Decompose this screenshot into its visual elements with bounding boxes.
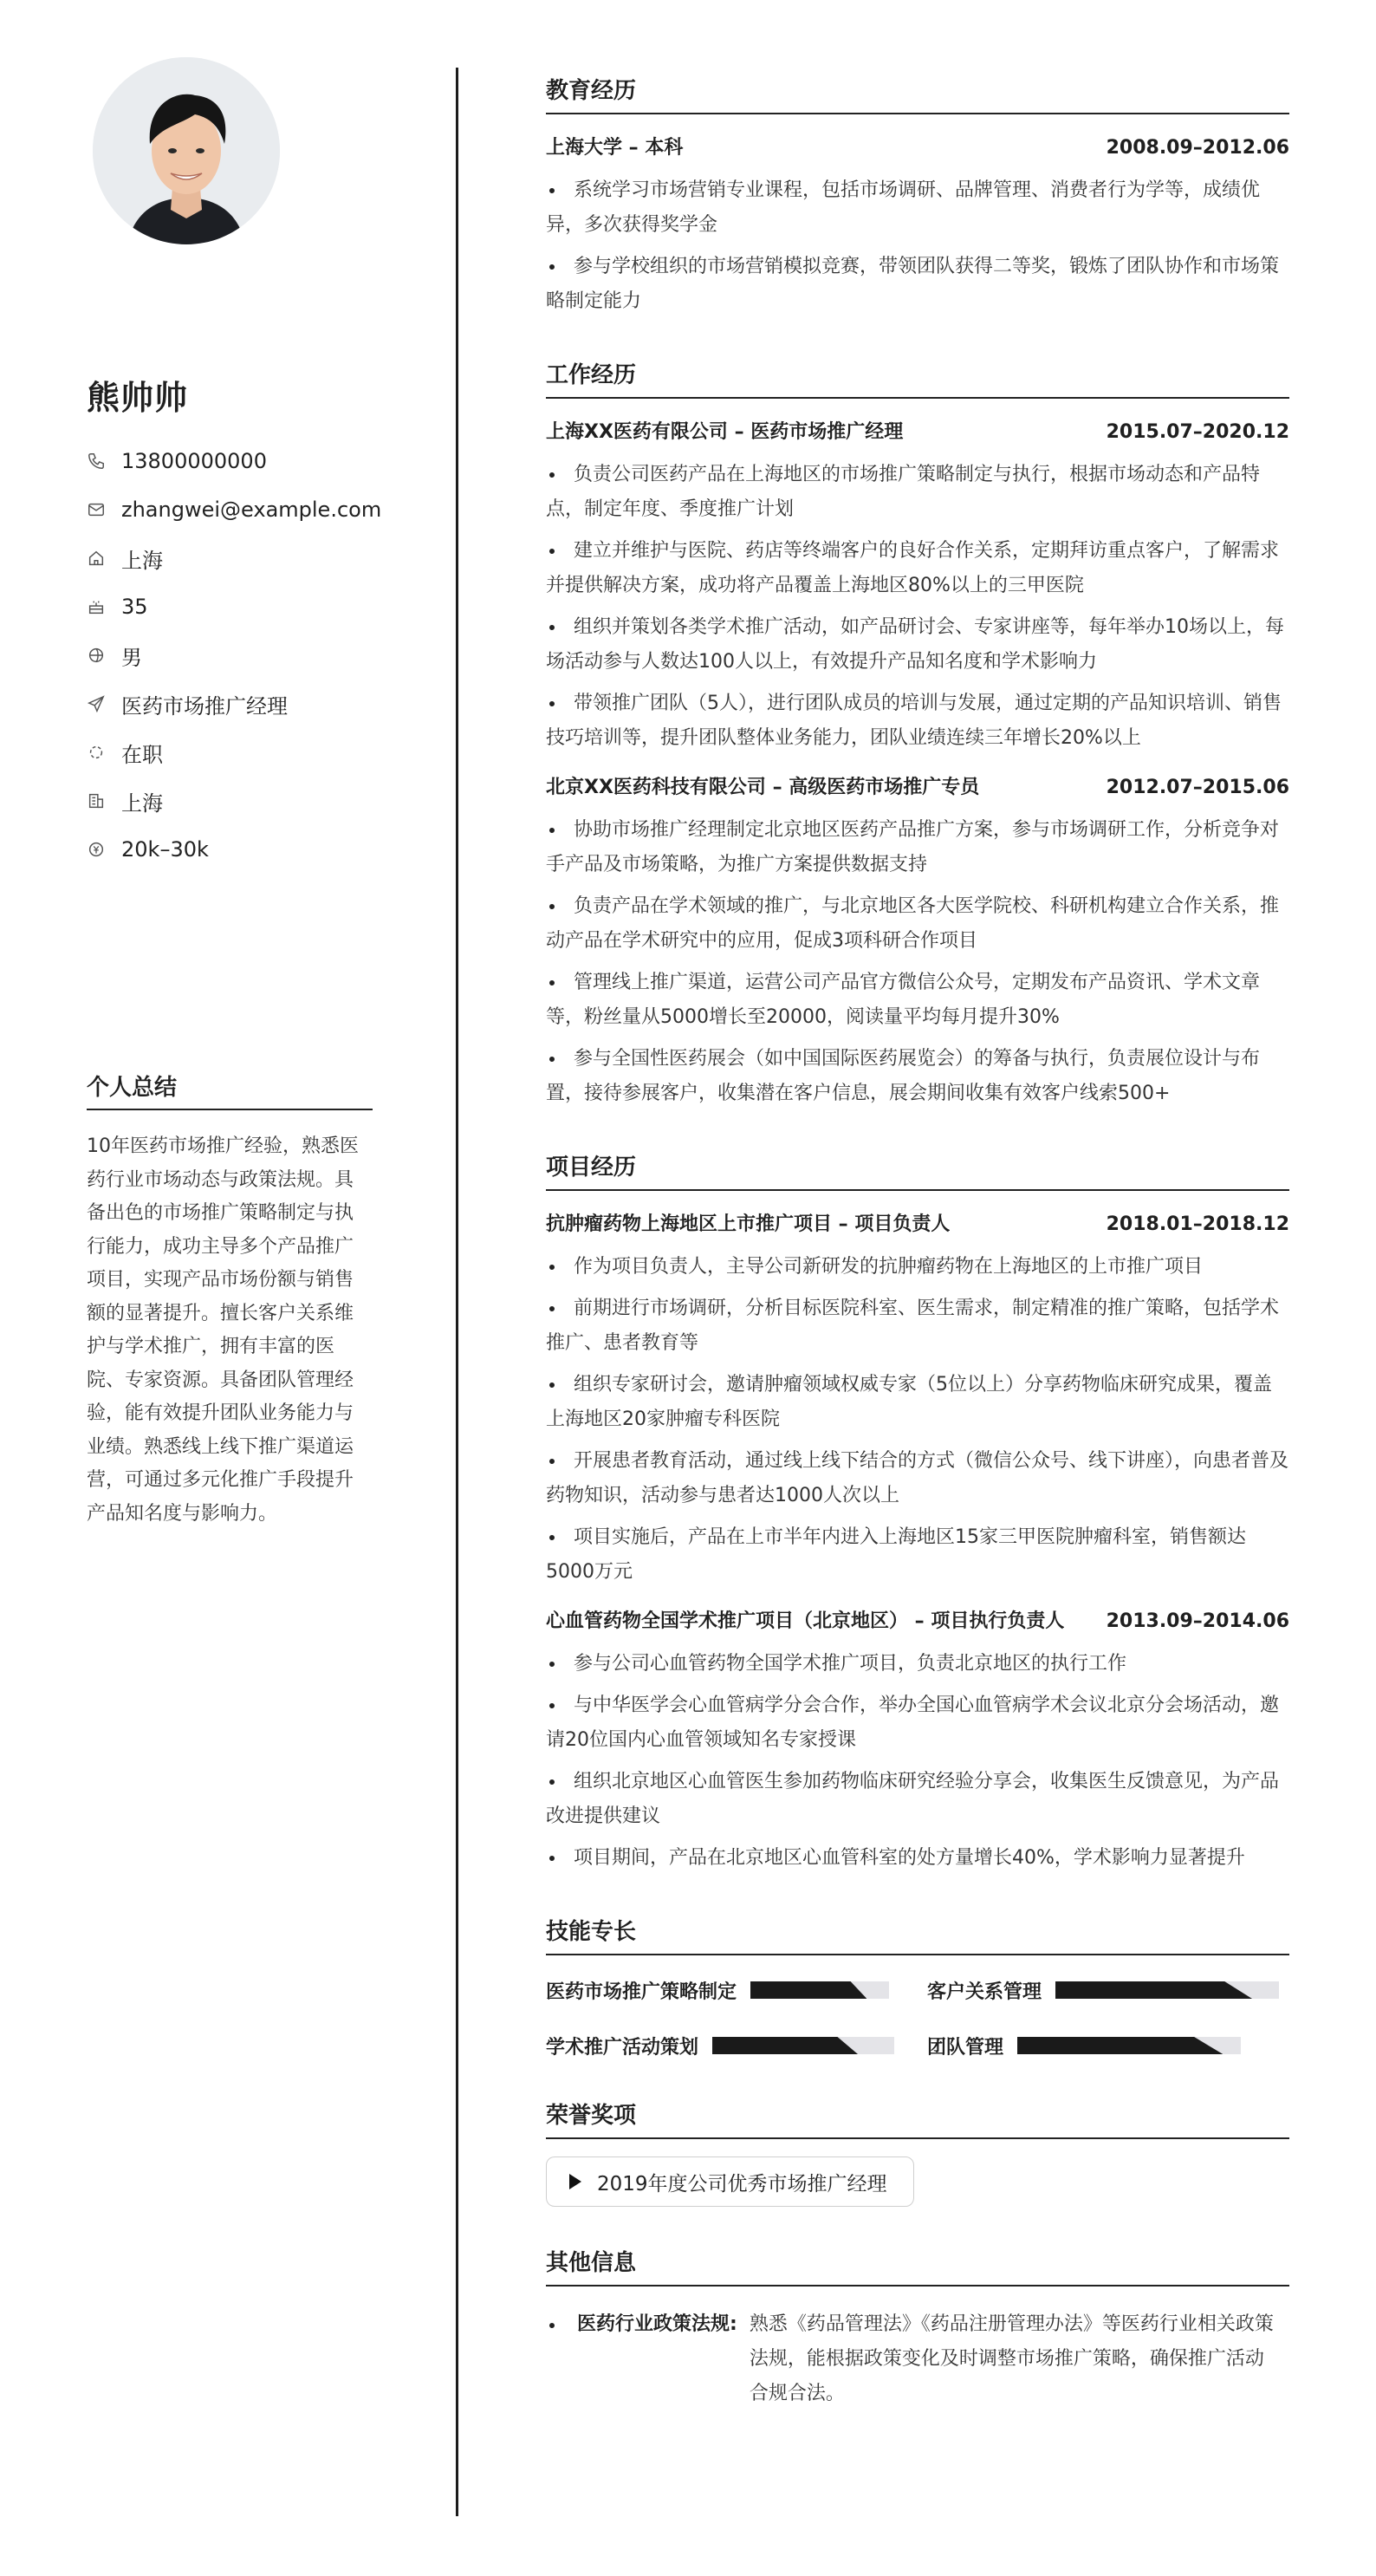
entry-date: 2013.09–2014.06 [1106,1610,1289,1632]
list-item: 开展患者教育活动，通过线上线下结合的方式（微信公众号、线下讲座），向患者普及药物知识，活动参与患者达1000人次以上 [546,1444,1289,1513]
info-salary [87,825,381,874]
skill-name: 学术推广活动策划 [546,2036,699,2059]
phone-icon [87,452,106,471]
education-title: 教育经历 [546,73,1289,114]
skill-item [927,2028,1289,2063]
skill-bar-fill [1017,2037,1223,2054]
award-text: 2019年度公司优秀市场推广经理 [597,2172,887,2195]
info-phone [87,437,381,485]
entry-title: 上海大学 – 本科 [546,137,684,159]
entry-title: 北京XX医药科技有限公司 – 高级医药市场推广专员 [546,777,980,798]
entry-date: 2008.09–2012.06 [1106,137,1289,159]
other-value: 熟悉《药品管理法》《药品注册管理办法》等医药行业相关政策法规，能根据政策变化及时调整市场推广策略，确保推广活动合规合法。 [749,2313,1274,2404]
skill-bar [750,1981,889,1999]
list-item: 与中华医学会心血管病学分会合作，举办全国心血管病学术会议北京分会场活动，邀请20位国内心血管领域知名专家授课 [546,1688,1289,1758]
info-position [87,680,381,728]
gender-icon [87,646,106,665]
work-entry-head [546,416,1289,449]
gender-text: 男 [121,645,142,670]
work-entry-head [546,771,1289,804]
list-item: 项目实施后，产品在上市半年内进入上海地区15家三甲医院肿瘤科室，销售额达5000万元 [546,1520,1289,1590]
other-item [546,2307,1289,2411]
education-section [546,73,1289,319]
mail-icon [87,500,106,519]
skills-grid [546,1973,1289,2063]
projects-title: 项目经历 [546,1149,1289,1191]
play-triangle-icon [568,2173,583,2190]
list-item: 带领推广团队（5人），进行团队成员的培训与发展，通过定期的产品知识培训、销售技巧培训等，提升团队整体业务能力，团队业绩连续三年增长20%以上 [546,686,1289,756]
list-item: 参与全国性医药展会（如中国国际医药展览会）的筹备与执行，负责展位设计与布置，接待参展客户，收集潜在客户信息，展会期间收集有效客户线索500+ [546,1042,1289,1111]
project-entry-head [546,1208,1289,1241]
info-email [87,485,381,534]
list-item: 组织专家研讨会，邀请肿瘤领域权威专家（5位以上）分享药物临床研究成果，覆盖上海地区20家肿瘤专科医院 [546,1368,1289,1437]
status-icon [87,743,106,762]
list-item: 协助市场推广经理制定北京地区医药产品推广方案，参与市场调研工作，分析竞争对手产品及市场策略，为推广方案提供数据支持 [546,813,1289,882]
cake-icon [87,597,106,616]
award-tag [546,2156,914,2207]
skills-section [546,1914,1289,2063]
list-item: 负责产品在学术领域的推广，与北京地区各大医学院校、科研机构建立合作关系，推动产品在学术研究中的应用，促成3项科研合作项目 [546,889,1289,959]
awards-title: 荣誉奖项 [546,2098,1289,2139]
work-title: 工作经历 [546,357,1289,399]
column-divider [456,68,458,2516]
home-icon [87,549,106,568]
skill-item [546,2028,927,2063]
profile-name: 熊帅帅 [87,379,189,417]
entry-title: 心血管药物全国学术推广项目（北京地区） – 项目执行负责人 [546,1610,1065,1632]
salary-text: 20k–30k [121,837,209,862]
work-section [546,357,1289,1111]
skill-bar [1017,2037,1241,2054]
info-location [87,534,381,582]
work-bullets [546,813,1289,1111]
other-section [546,2245,1289,2411]
entry-date: 2018.01–2018.12 [1106,1213,1289,1235]
location-text: 上海 [121,548,163,573]
education-bullets [546,173,1289,319]
list-item: 组织并策划各类学术推广活动，如产品研讨会、专家讲座等，每年举办10场以上，每场活动参与人数达100人以上，有效提升产品知名度和学术影响力 [546,610,1289,680]
skill-bar-fill [1055,1981,1252,1999]
info-age [87,582,381,631]
list-item: 负责公司医药产品在上海地区的市场推广策略制定与执行，根据市场动态和产品特点，制定年度、季度推广计划 [546,458,1289,527]
position-text: 医药市场推广经理 [121,693,288,719]
projects-section [546,1149,1289,1876]
bullet-dot [549,2323,555,2328]
info-gender [87,631,381,680]
skill-bar [1055,1981,1279,1999]
education-entry-head [546,132,1289,165]
other-title: 其他信息 [546,2245,1289,2287]
info-status [87,728,381,777]
skill-bar [712,2037,894,2054]
entry-title: 上海XX医药有限公司 – 医药市场推广经理 [546,421,904,443]
summary-title: 个人总结 [87,1070,373,1110]
list-item: 参与公司心血管药物全国学术推广项目，负责北京地区的执行工作 [546,1647,1289,1682]
status-text: 在职 [121,742,163,767]
email-text: zhangwei@example.com [121,498,382,522]
work-bullets [546,458,1289,756]
entry-date: 2015.07–2020.12 [1106,421,1289,443]
list-item: 系统学习市场营销专业课程，包括市场调研、品牌管理、消费者行为学等，成绩优异，多次获得奖学金 [546,173,1289,243]
list-item: 管理线上推广渠道，运营公司产品官方微信公众号，定期发布产品资讯、学术文章等，粉丝量从5000增长至20000，阅读量平均每月提升30% [546,966,1289,1035]
avatar [93,57,280,244]
skill-bar-fill [750,1981,866,1999]
building-icon [87,791,106,810]
skill-item [546,1973,927,2007]
skill-name: 团队管理 [927,2036,1004,2059]
list-item: 前期进行市场调研，分析目标医院科室、医生需求，制定精准的推广策略，包括学术推广、患者教育等 [546,1291,1289,1361]
skill-item [927,1973,1289,2007]
list-item: 作为项目负责人，主导公司新研发的抗肿瘤药物在上海地区的上市推广项目 [546,1250,1289,1285]
phone-text: 13800000000 [121,449,267,473]
skill-name: 医药市场推广策略制定 [546,1981,737,2003]
city-text: 上海 [121,790,163,816]
avatar-portrait-icon [93,57,280,244]
age-text: 35 [121,595,148,619]
other-label: 医药行业政策法规: [577,2313,737,2335]
summary-text: 10年医药市场推广经验，熟悉医药行业市场动态与政策法规。具备出色的市场推广策略制定与执行能力，成功主导多个产品推广项目，实现产品市场份额与销售额的显著提升。擅长客户关系维护与学术推广，拥有丰富的医院、专家资源。具备团队管理经验，能有效提升团队业务能力与业绩。熟悉线上线下推广渠道运营，可通过多元化推广手段提升产品知名度与影响力。 [87,1135,359,1525]
awards-section [546,2098,1289,2245]
salary-icon [87,840,106,859]
list-item: 组织北京地区心血管医生参加药物临床研究经验分享会，收集医生反馈意见，为产品改进提供建议 [546,1765,1289,1834]
send-icon [87,694,106,713]
list-item: 项目期间，产品在北京地区心血管科室的处方量增长40%，学术影响力显著提升 [546,1841,1289,1876]
skills-title: 技能专长 [546,1914,1289,1955]
project-bullets [546,1250,1289,1590]
entry-title: 抗肿瘤药物上海地区上市推广项目 – 项目负责人 [546,1213,951,1235]
skill-bar-fill [712,2037,858,2054]
contact-info-list [87,437,381,874]
list-item: 参与学校组织的市场营销模拟竞赛，带领团队获得二等奖，锻炼了团队协作和市场策略制定能力 [546,250,1289,319]
resume-main [546,73,1289,2411]
skill-name: 客户关系管理 [927,1981,1042,2003]
entry-date: 2012.07–2015.06 [1106,777,1289,798]
project-entry-head [546,1605,1289,1638]
info-city [87,777,381,825]
list-item: 建立并维护与医院、药店等终端客户的良好合作关系，定期拜访重点客户，了解需求并提供解决方案，成功将产品覆盖上海地区80%以上的三甲医院 [546,534,1289,603]
project-bullets [546,1647,1289,1876]
